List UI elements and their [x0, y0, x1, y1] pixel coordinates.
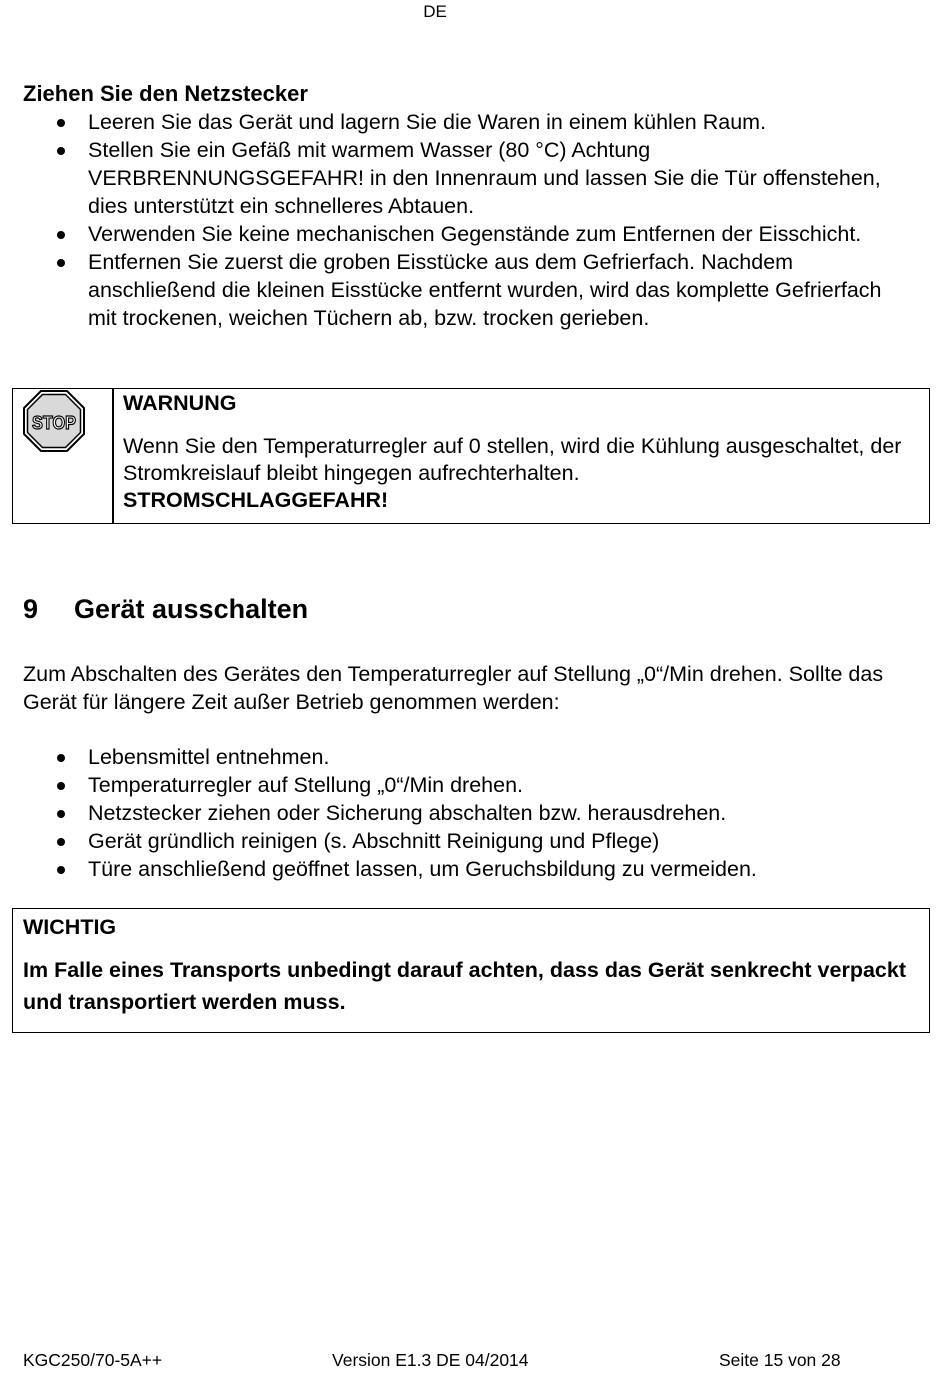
defrost-heading: Ziehen Sie den Netzstecker — [23, 81, 308, 106]
list-item: Leeren Sie das Gerät und lagern Sie die Waren in einem kühlen Raum. — [0, 108, 930, 136]
important-title: WICHTIG — [23, 915, 117, 939]
important-box — [12, 908, 930, 1033]
switch-off-steps-list — [0, 743, 930, 883]
list-item: Netzstecker ziehen oder Sicherung abschalten bzw. herausdrehen. — [0, 799, 930, 827]
warning-title: WARNUNG — [123, 391, 237, 415]
list-item: Temperaturregler auf Stellung „0“/Min drehen. — [0, 771, 930, 799]
stop-sign-label: STOP — [32, 413, 76, 433]
warning-box — [12, 388, 930, 524]
footer-page-number: Seite 15 von 28 — [719, 1350, 841, 1370]
list-item: Stellen Sie ein Gefäß mit warmem Wasser (80 °C) Achtung VERBRENNUNGSGEFAHR! in den Innenraum und lassen Sie die Tür offenstehen, dies unterstützt ein schnelleres Abtauen. — [0, 136, 930, 220]
list-item: Gerät gründlich reinigen (s. Abschnitt Reinigung und Pflege) — [0, 827, 930, 855]
chapter-number: 9 — [23, 594, 39, 624]
switch-off-intro: Zum Abschalten des Gerätes den Temperaturregler auf Stellung „0“/Min drehen. Sollte das Gerät für längere Zeit außer Betrieb genommen werden: — [23, 662, 884, 714]
defrost-steps-list — [0, 108, 930, 332]
stop-sign-icon — [22, 389, 86, 453]
chapter-heading — [23, 592, 308, 626]
list-item: Lebensmittel entnehmen. — [0, 743, 930, 771]
footer-model: KGC250/70-5A++ — [23, 1350, 163, 1370]
page-footer — [0, 1350, 950, 1374]
list-item: Verwenden Sie keine mechanischen Gegenstände zum Entfernen der Eisschicht. — [0, 220, 930, 248]
list-item: Türe anschließend geöffnet lassen, um Geruchsbildung zu vermeiden. — [0, 855, 930, 883]
list-item: Entfernen Sie zuerst die groben Eisstücke aus dem Gefrierfach. Nachdem anschließend die kleinen Eisstücke entfernt wurden, wird das komplette Gefrierfach mit trockenen, weichen Tüchern ab, bzw. trocken gerieben. — [0, 248, 930, 332]
warning-divider — [112, 389, 114, 523]
warning-text: Wenn Sie den Temperaturregler auf 0 stellen, wird die Kühlung ausgeschaltet, der Stromkreislauf bleibt hingegen aufrechterhalten. — [123, 434, 902, 485]
important-text: Im Falle eines Transports unbedingt darauf achten, dass das Gerät senkrecht verpackt und transportiert werden muss. — [23, 958, 906, 1014]
warning-emphasis: STROMSCHLAGGEFAHR! — [123, 488, 389, 512]
warning-content — [123, 389, 919, 514]
chapter-title: Gerät ausschalten — [74, 594, 309, 624]
footer-version: Version E1.3 DE 04/2014 — [332, 1350, 529, 1370]
page-language-header: DE — [423, 2, 447, 21]
